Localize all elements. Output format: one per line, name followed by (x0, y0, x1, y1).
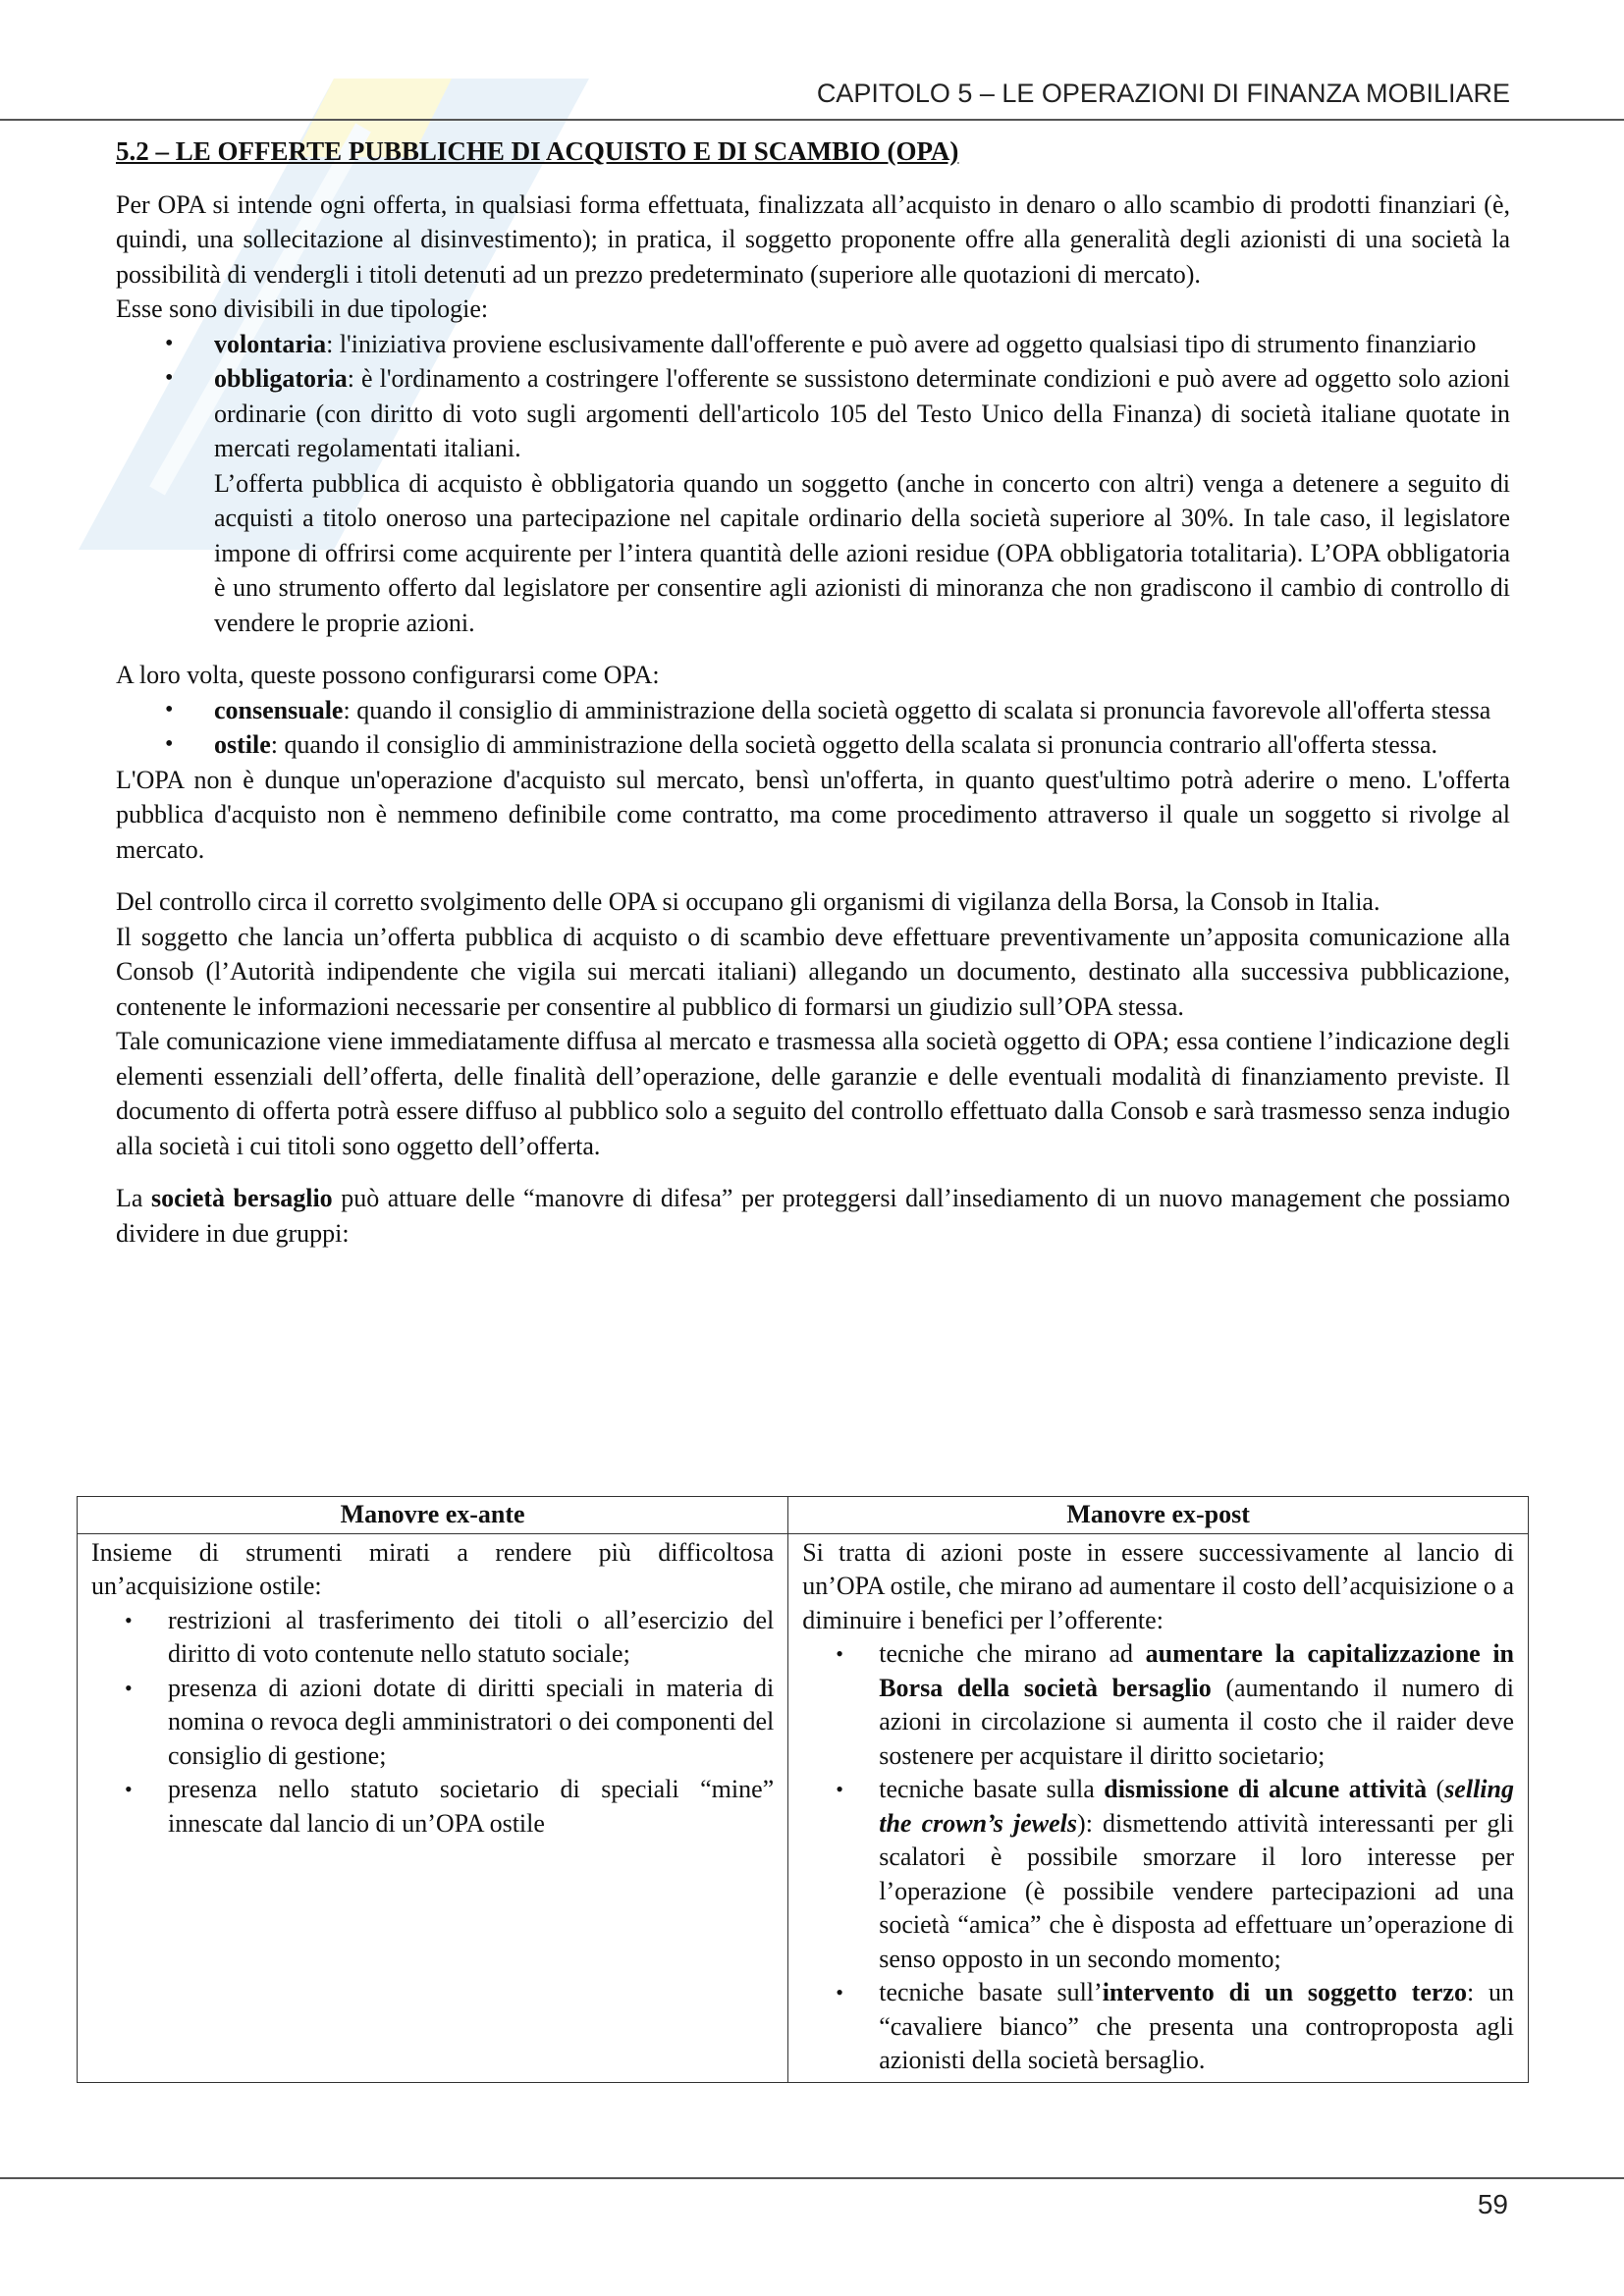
table-header-row (78, 1497, 1529, 1534)
main-content (116, 130, 1510, 1251)
page-number: 59 (1477, 2189, 1508, 2219)
term-societa-bersaglio: società bersaglio (150, 1184, 333, 1212)
header-divider (0, 119, 1624, 121)
opa-definition-paragraph: L'OPA non è dunque un'operazione d'acquisto sul mercato, bensì un'offerta, in quanto quest'ultimo potrà aderire o meno. L'offerta pubblica d'acquisto non è nemmeno definibile come contratto, ma come procedimento attraverso il quale un soggetto si rivolge al mercato. (116, 765, 1510, 864)
ex-ante-intro: Insieme di strumenti mirati a rendere più difficoltosa un’acquisizione ostile: (91, 1537, 775, 1600)
running-header: CAPITOLO 5 – LE OPERAZIONI DI FINANZA MOBILIARE (816, 79, 1510, 108)
term-obbligatoria: obbligatoria (214, 364, 348, 393)
ex-post-intro: Si tratta di azioni poste in essere successivamente al lancio di un’OPA ostile, che mirano ad aumentare il costo dell’acquisizione o a diminuire i benefici per l’offerente: (802, 1537, 1514, 1634)
obbligatoria-detail: L’offerta pubblica di acquisto è obbligatoria quando un soggetto (anche in concerto con altri) venga a detenere a seguito di acquisti a titolo oneroso una partecipazione nel capitale ordinario della società superiore al 30%. In tale caso, il legislatore impone di offrirsi come acquirente per l’intera quantità delle azioni residue (OPA obbligatoria totalitaria). L’OPA obbligatoria è uno strumento offerto dal legislatore per consentire agli azionisti di minoranza che non gradiscono il cambio di controllo di vendere le proprie azioni. (214, 468, 1510, 637)
configurazioni-intro: A loro volta, queste possono configurarsi come OPA: (116, 661, 660, 689)
term-volontaria: volontaria (214, 329, 327, 358)
cell-ex-post (788, 1533, 1529, 2082)
ex-post-list (802, 1637, 1514, 2078)
tipologie-list (116, 327, 1510, 466)
list-item: • ostile: quando il consiglio di amministrazione della società oggetto della scalata si pronuncia contrario all'offerta stessa. (214, 727, 1510, 763)
term-ostile: ostile (214, 730, 271, 759)
term-consensuale: consensuale (214, 695, 344, 724)
difesa-paragraph: La società bersaglio può attuare delle “manovre di difesa” per proteggersi dall’insediamento di un nuovo management che possiamo dividere in due gruppi: (116, 1184, 1510, 1248)
column-header-ex-post: Manovre ex-post (788, 1497, 1529, 1534)
footer-divider (0, 2177, 1624, 2179)
list-item: • restrizioni al trasferimento dei titoli o all’esercizio del diritto di voto contenute nello statuto sociale; (168, 1604, 774, 1672)
intro-paragraph: Per OPA si intende ogni offerta, in qualsiasi forma effettuata, finalizzata all’acquisto in denaro o allo scambio di prodotti finanziari (è, quindi, una sollecitazione al disinvestimento); in pratica, il soggetto proponente offre alla generalità degli azionisti di una società la possibilità di vendergli i titoli detenuti ad un prezzo predeterminato (superiore alle quotazioni di mercato). (116, 189, 1510, 289)
list-item: • obbligatoria: è l'ordinamento a costringere l'offerente se sussistono determinate condizioni e può avere ad oggetto solo azioni ordinarie (con diritto di voto sugli argomenti dell'articolo 105 del Testo Unico della Finanza) di società italiane quotate in mercati regolamentati italiani. (214, 361, 1510, 466)
controllo-paragraph: Del controllo circa il corretto svolgimento delle OPA si occupano gli organismi di vigilanza della Borsa, la Consob in Italia. (116, 887, 1380, 916)
ex-ante-list (91, 1604, 774, 1842)
table-row (78, 1533, 1529, 2082)
list-item: • tecniche basate sulla dismissione di alcune attività (selling the crown’s jewels): dismettendo attività interessanti per gli scalatori è possibile smorzare il loro interesse per l’operazione (è possibile vendere partecipazioni ad una società “amica” che è disposta ad effettuare un’operazione di senso opposto in un secondo momento; (879, 1773, 1514, 1976)
list-item: • presenza di azioni dotate di diritti speciali in materia di nomina o revoca degli amministratori o dei componenti del consiglio di gestione; (168, 1672, 774, 1774)
column-header-ex-ante: Manovre ex-ante (78, 1497, 788, 1534)
section-title: 5.2 – LE OFFERTE PUBBLICHE DI ACQUISTO E DI SCAMBIO (OPA) (116, 136, 959, 166)
list-item: • tecniche basate sull’intervento di un soggetto terzo: un “cavaliere bianco” che presenta una controproposta agli azionisti della società bersaglio. (879, 1976, 1514, 2078)
cell-ex-ante (78, 1533, 788, 2082)
list-item: • presenza nello statuto societario di speciali “mine” innescate dal lancio di un’OPA ostile (168, 1773, 774, 1841)
diffusione-paragraph: Tale comunicazione viene immediatamente diffusa al mercato e trasmessa alla società oggetto di OPA; essa contiene l’indicazione degli elementi essenziali dell’offerta, delle finalità dell’operazione, delle garanzie e delle eventuali modalità di finanziamento previste. Il documento di offerta potrà essere diffuso al pubblico solo a seguito del controllo effettuato dalla Consob e sarà trasmesso senza indugio alla società i cui titoli sono oggetto dell’offerta. (116, 1027, 1510, 1160)
comunicazione-paragraph: Il soggetto che lancia un’offerta pubblica di acquisto o di scambio deve effettuare preventivamente un’apposita comunicazione alla Consob (l’Autorità indipendente che vigila sui mercati italiani) allegando un documento, destinato alla successiva pubblicazione, contenente le informazioni necessarie per consentire al pubblico di formarsi un giudizio sull’OPA stessa. (116, 922, 1510, 1021)
configurazioni-list (116, 693, 1510, 763)
tipologie-intro: Esse sono divisibili in due tipologie: (116, 294, 489, 323)
list-item: • consensuale: quando il consiglio di amministrazione della società oggetto di scalata si pronuncia favorevole all'offerta stessa (214, 693, 1510, 728)
list-item: • tecniche che mirano ad aumentare la capitalizzazione in Borsa della società bersaglio (aumentando il numero di azioni in circolazione si aumenta il costo che il raider deve sostenere per acquistare il diritto societario; (879, 1637, 1514, 1773)
manovre-table (77, 1496, 1529, 2083)
list-item: • volontaria: l'iniziativa proviene esclusivamente dall'offerente e può avere ad oggetto qualsiasi tipo di strumento finanziario (214, 327, 1510, 362)
